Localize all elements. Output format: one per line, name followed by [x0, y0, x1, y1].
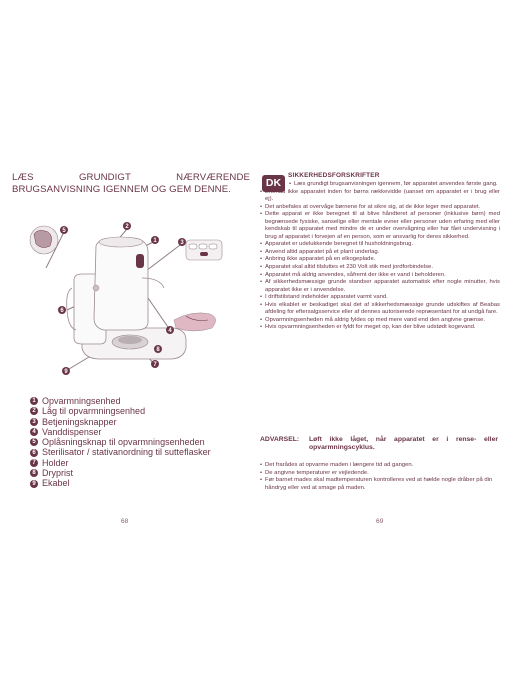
safety-title: SIKKERHEDSFORSKRIFTER	[288, 172, 380, 179]
right-page	[256, 0, 508, 696]
extra-list	[260, 462, 500, 492]
callout-1: 1	[153, 238, 157, 244]
callout-4: 4	[168, 328, 172, 334]
safety-item: • Det anbefales at overvåge børnene for at sikre sig, at de ikke leger med apparatet.	[260, 204, 500, 212]
callout-2: 2	[125, 224, 129, 230]
part-number: 7	[30, 459, 38, 467]
safety-item: • Efterlad ikke apparatet inden for børns rækkevidde (uanset om apparatet er i brug eller ej).	[260, 189, 500, 204]
part-label: Ekabel	[42, 478, 70, 489]
part-label: Dryprist	[42, 468, 73, 479]
intro-heading: LÆS GRUNDIGT NÆRVÆRENDE BRUGSANVISNING IGENNEM OG GEM DENNE.	[12, 172, 250, 195]
page-number: 69	[376, 518, 384, 525]
warning-block	[260, 436, 500, 452]
parts-list-item	[30, 458, 250, 468]
part-label: Vanddispenser	[42, 426, 102, 437]
parts-list-item	[30, 468, 250, 478]
part-number: 3	[30, 418, 38, 426]
parts-list-item	[30, 417, 250, 427]
parts-list-item	[30, 478, 250, 488]
part-label: Opvarmningsenhed	[42, 396, 121, 406]
safety-item: • Anbring ikke apparatet på en elkogeplade.	[260, 256, 500, 264]
safety-item: • Opvarmningsenheden må aldrig fyldes op med mere vand end den angivne grænse.	[260, 317, 500, 325]
parts-list-item	[30, 396, 250, 406]
warning-text: Løft ikke låget, når apparatet er i rense- eller opvarmningscyklus.	[309, 436, 498, 451]
safety-item: • Dette apparat er ikke beregnet til at blive håndteret af personer (inklusive børn) med begrænsede fysiske, sanselige eller mentale evner eller personer uden erfaring med eller kendskab til apparatet med mindre de er under overvågning eller har fået undervisning i brug af apparatet i forvejen af en person, som er ansvarlig for deres sikkerhed.	[260, 211, 500, 241]
safety-item: • Apparatet er udelukkende beregnet til husholdningsbrug.	[260, 241, 500, 249]
callout-5: 5	[62, 228, 66, 234]
part-label: Låg til opvarmningsenhed	[42, 406, 146, 417]
callout-3: 3	[180, 240, 184, 246]
water-dispenser-detail	[174, 313, 216, 331]
safety-item: • Apparatet må aldrig anvendes, såfremt der ikke er vand i beholderen.	[260, 272, 500, 280]
safety-item: • Af sikkerhedsmæssige grunde standser apparatet automatisk efter nogle minutter, hvis apparatet ikke er i anvendelse.	[260, 279, 500, 294]
callout-6: 6	[60, 308, 64, 314]
part-number: 4	[30, 428, 38, 436]
page-number: 68	[121, 518, 129, 525]
unlock-button-detail	[30, 226, 58, 254]
parts-list-item	[30, 437, 250, 447]
parts-list	[30, 396, 250, 489]
part-number: 8	[30, 469, 38, 477]
part-label: Betjeningsknapper	[42, 416, 117, 427]
callout-7: 7	[153, 362, 157, 368]
extra-item: • De angivne temperaturer er vejledende.	[260, 470, 500, 478]
left-page	[0, 0, 252, 696]
safety-item: • I driftstilstand indeholder apparatet varmt vand.	[260, 294, 500, 302]
warning-label: ADVARSEL:	[260, 436, 300, 443]
safety-item: • Hvis elkablet er beskadiget skal det af sikkerhedsmæssige grunde udskiftes af Beabas afdeling for eftersalgsservice eller af dennes autoriserede repræsentant for at undgå fare.	[260, 302, 500, 317]
part-label: Holder	[42, 457, 69, 468]
safety-item: • Apparatet skal altid tilsluttes et 230 Volt stik med jordforbindelse.	[260, 264, 500, 272]
safety-item: • Læs grundigt brugsanvisningen igennem, før apparatet anvendes første gang.	[289, 181, 500, 189]
safety-list	[256, 181, 500, 332]
callout-8: 8	[156, 347, 160, 353]
control-buttons-detail	[186, 240, 222, 260]
part-number: 1	[30, 397, 38, 405]
part-number: 5	[30, 438, 38, 446]
language-badge: DK	[262, 175, 285, 192]
extra-item: • Det frarådes at opvarme maden i længere tid ad gangen.	[260, 462, 500, 470]
extra-item: • Før barnet mades skal madtemperaturen kontrolleres ved at hælde nogle dråber på din håndryg eller ved at smage på maden.	[260, 477, 500, 492]
part-number: 9	[30, 480, 38, 488]
bottle-warmer-illustration	[24, 218, 224, 388]
safety-item: • Hvis opvarmningsenheden er fyldt for meget op, kan der blive udstødt kogevand.	[260, 324, 500, 332]
safety-item: • Anvend altid apparatet på et plant underlag.	[260, 249, 500, 257]
part-label: Sterilisator / stativanordning til sutteflasker	[42, 447, 211, 458]
part-number: 6	[30, 449, 38, 457]
callout-9: 9	[64, 369, 68, 375]
part-label: Oplåsningsknap til opvarmningsenheden	[42, 437, 205, 448]
parts-list-item	[30, 406, 250, 416]
part-number: 2	[30, 407, 38, 415]
parts-list-item	[30, 447, 250, 457]
parts-list-item	[30, 427, 250, 437]
